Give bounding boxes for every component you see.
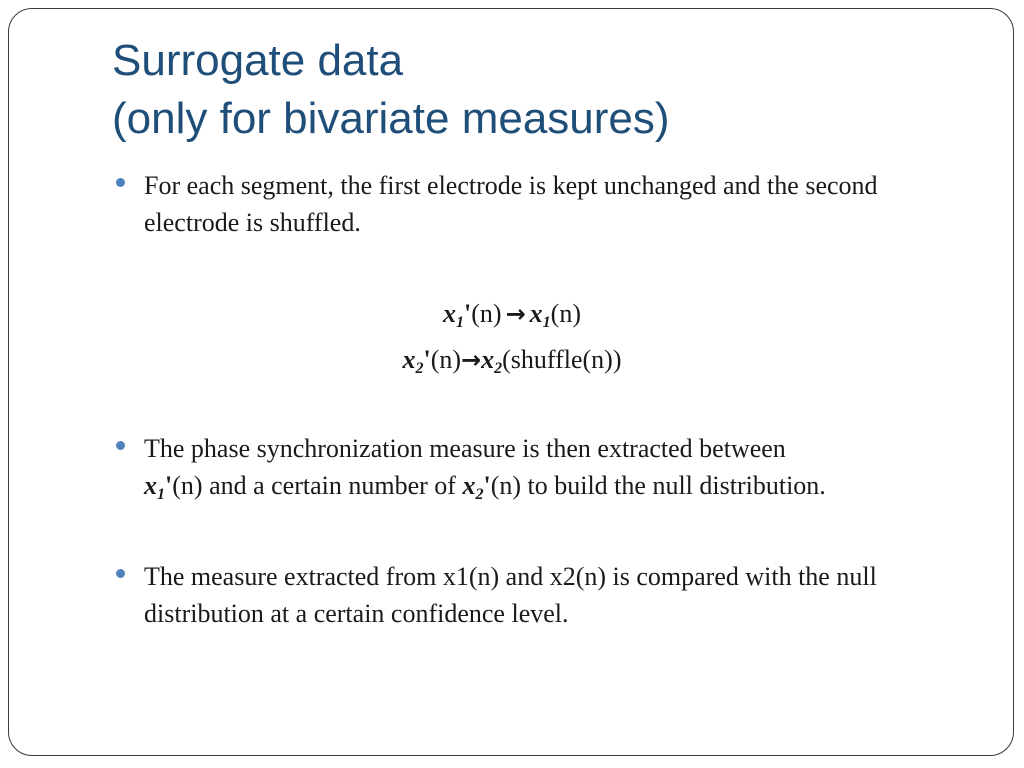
var-x1: $x_1$ — [443, 299, 464, 331]
formula-line-2 — [0, 338, 1024, 391]
var-x1: $x_1$ — [144, 471, 165, 503]
bullet-text: For each segment, the first electrode is kept unchanged and the second electrode is shuffled. — [144, 171, 878, 237]
bullet-item-2 — [116, 430, 976, 513]
var-x2: $x_2$ — [462, 471, 484, 503]
bullet-item-1 — [116, 167, 976, 241]
slide-title — [112, 32, 972, 148]
var-x1: $x_1$ — [529, 299, 551, 331]
var-x2: $x_2$ — [402, 345, 424, 377]
prime-mark: ' — [483, 471, 491, 500]
bullet-item-3 — [116, 558, 976, 632]
slide-title-line-2: (only for bivariate measures) — [112, 94, 670, 143]
bullet-dot-icon — [116, 441, 125, 450]
bullet-text: The measure extracted from x1(n) and x2(n) is compared with the null distribution at a certain confidence level. — [144, 562, 877, 628]
bullet-dot-icon — [116, 178, 125, 187]
arrow-right-icon: → — [505, 300, 526, 328]
prime-mark: ' — [165, 471, 173, 500]
prime-mark: ' — [423, 345, 431, 374]
formula-arg: (shuffle(n)) — [502, 345, 622, 374]
prime-mark: ' — [464, 299, 472, 328]
formula-arg: (n) — [550, 299, 581, 328]
arrow-right-icon: → — [461, 346, 482, 374]
slide-title-line-1: Surrogate data — [112, 36, 404, 85]
bullet-text: The phase synchronization measure is then extracted between $x_1'(n)$ and a certain number of $x_2'(n)$ to build the null distribution. — [144, 434, 826, 503]
bullet-dot-icon — [116, 569, 125, 578]
formula-arg: (n) — [430, 345, 462, 374]
var-x2: $x_2$ — [481, 345, 503, 377]
formula-arg: (n) — [471, 299, 502, 328]
